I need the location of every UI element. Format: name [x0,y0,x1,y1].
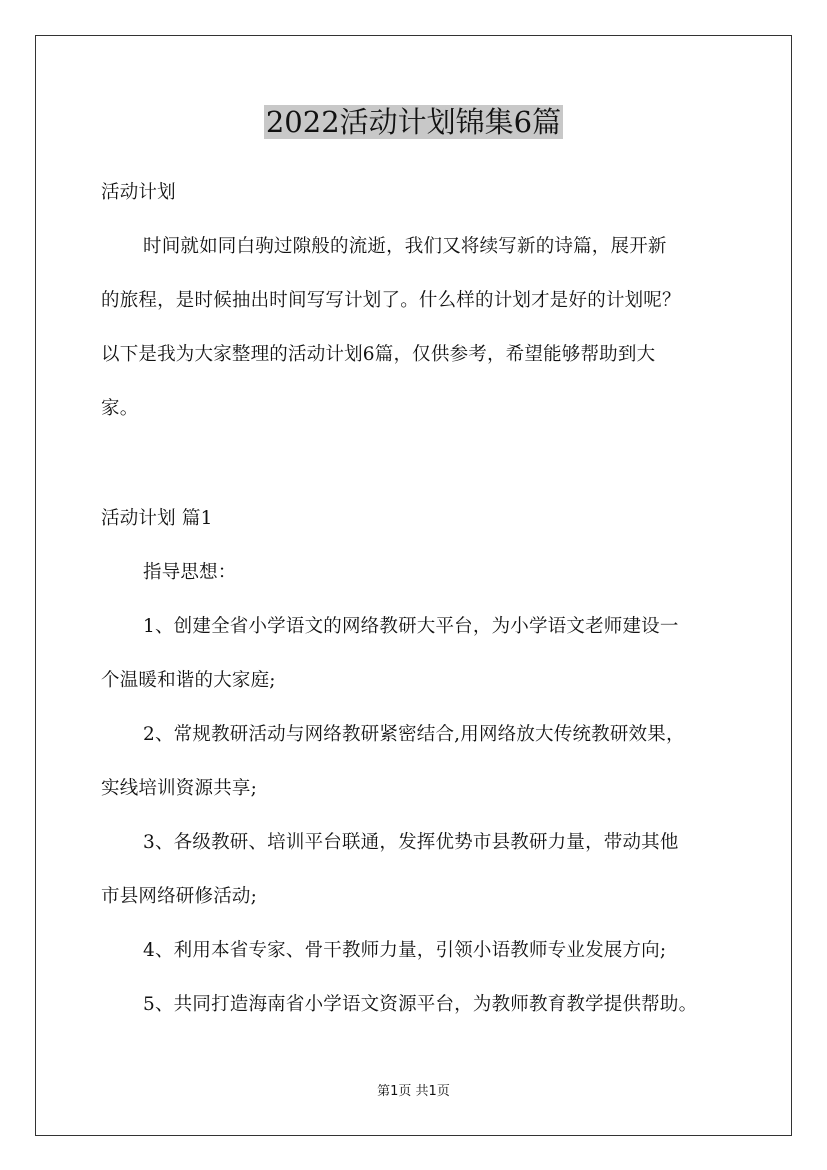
intro-heading: 活动计划 [101,182,176,203]
intro-paragraph-line: 家。 [101,398,139,419]
section-paragraph-line: 指导思想： [143,562,237,583]
intro-paragraph-line: 的旅程，是时候抽出时间写写计划了。什么样的计划才是好的计划呢？ [101,290,681,311]
section-paragraph-line: 4、利用本省专家、骨干教师力量，引领小语教师专业发展方向; [143,940,667,961]
section-heading: 活动计划 篇1 [101,508,213,529]
section-paragraph-line: 2、常规教研活动与网络教研紧密结合,用网络放大传统教研效果， [143,724,685,745]
intro-paragraph-line: 以下是我为大家整理的活动计划6篇，仅供参考，希望能够帮助到大 [101,344,656,365]
page-footer: 第1页 共1页 [377,1084,450,1099]
section-paragraph-line: 5、共同打造海南省小学语文资源平台，为教师教育教学提供帮助。 [143,994,698,1015]
section-paragraph-line: 个温暖和谐的大家庭; [101,670,276,691]
document-body [101,166,729,1032]
section-spacer [101,436,729,492]
section-paragraph-line: 1、创建全省小学语文的网络教研大平台，为小学语文老师建设一 [143,616,679,637]
intro-paragraph-line: 时间就如同白驹过隙般的流逝，我们又将续写新的诗篇，展开新 [143,236,667,257]
document-title [0,100,827,144]
document-title-text: 2022活动计划锦集6篇 [265,105,562,139]
section-paragraph-line: 3、各级教研、培训平台联通，发挥优势市县教研力量，带动其他 [143,832,679,853]
section-paragraph-line: 市县网络研修活动; [101,886,258,907]
section-paragraph-line: 实线培训资源共享; [101,778,258,799]
